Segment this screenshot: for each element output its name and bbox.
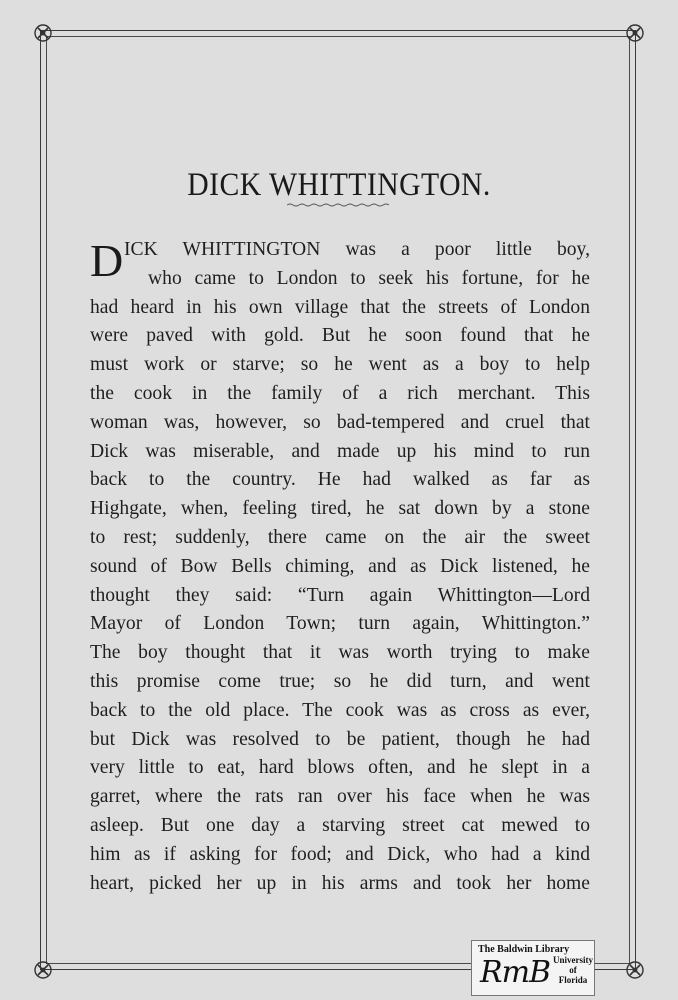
text-line: back to the country. He had walked as far as bbox=[90, 469, 590, 491]
text-line: thought they said: “Turn again Whittington—Lord bbox=[90, 584, 590, 606]
text-line: must work or starve; so he went as a boy to help bbox=[90, 354, 590, 376]
text-line: him as if asking for food; and Dick, who had a kind bbox=[90, 843, 590, 865]
corner-ornament-icon bbox=[622, 20, 648, 46]
text-line: The boy thought that it was worth trying to make bbox=[90, 642, 590, 664]
text-line: heart, picked her up in his arms and took her home bbox=[90, 872, 590, 894]
text-line: woman was, however, so bad-tempered and cruel that bbox=[90, 411, 590, 433]
text-line: were paved with gold. But he soon found that he bbox=[90, 325, 590, 347]
page-title: DICK WHITTINGTON. bbox=[187, 167, 491, 204]
stamp-university: University of Florida bbox=[553, 955, 593, 985]
text-line: to rest; suddenly, there came on the air the sweet bbox=[90, 526, 590, 548]
text-line: this promise come true; so he did turn, and went bbox=[90, 670, 590, 692]
text-line: but Dick was resolved to be patient, though he had bbox=[90, 728, 590, 750]
text-line: had heard in his own village that the streets of London bbox=[90, 296, 590, 318]
text-line: back to the old place. The cook was as cross as ever, bbox=[90, 699, 590, 721]
corner-ornament-icon bbox=[30, 957, 56, 983]
text-line: very little to eat, hard blows often, and he slept in a bbox=[90, 757, 590, 779]
text-line: Dick was miserable, and made up his mind to run bbox=[90, 440, 590, 462]
text-line: Highgate, when, feeling tired, he sat down by a stone bbox=[90, 498, 590, 520]
title-divider bbox=[287, 203, 391, 207]
corner-ornament-icon bbox=[622, 957, 648, 983]
corner-ornament-icon bbox=[30, 20, 56, 46]
library-stamp bbox=[471, 940, 595, 996]
text-line: asleep. But one day a starving street cat mewed to bbox=[90, 814, 590, 836]
text-line: Mayor of London Town; turn again, Whittington.” bbox=[90, 613, 590, 635]
stamp-monogram: RmB bbox=[480, 955, 551, 990]
text-line: the cook in the family of a rich merchant. This bbox=[90, 382, 590, 404]
text-line: sound of Bow Bells chiming, and as Dick listened, he bbox=[90, 555, 590, 577]
text-line: garret, where the rats ran over his face when he was bbox=[90, 786, 590, 808]
stamp-library-name: The Baldwin Library bbox=[478, 944, 570, 955]
story-text bbox=[90, 236, 590, 898]
drop-cap: D bbox=[90, 235, 124, 286]
text-line: who came to London to seek his fortune, for he bbox=[148, 267, 590, 289]
text-line: D ICK WHITTINGTON was a poor little boy, bbox=[90, 235, 590, 286]
